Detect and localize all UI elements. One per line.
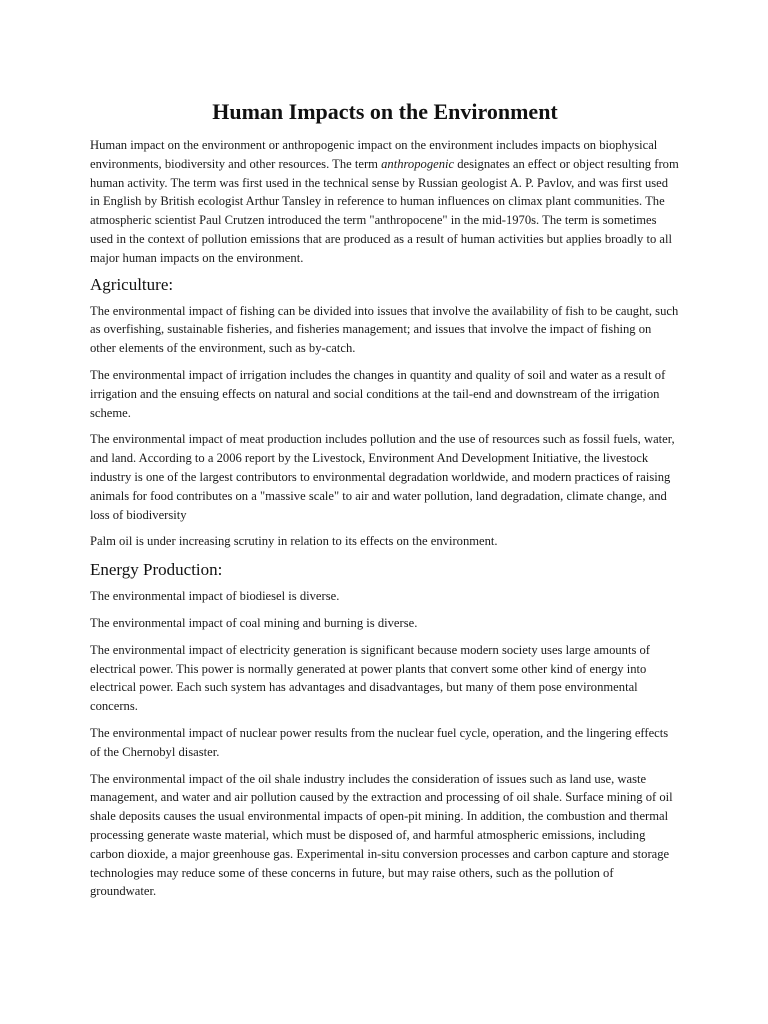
agriculture-fishing-paragraph: The environmental impact of fishing can be divided into issues that involve the availability of fish to be caught, such as overfishing, sustainable fisheries, and fisheries management; and issues that involve the impact of fishing on other elements of the environment, such as by-catch. — [90, 303, 679, 356]
intro-text-start: Human impact on the environment or anthropogenic impact on the environment includes impacts on biophysical environments, biodiversity and other resources. The term — [90, 138, 658, 171]
agriculture-palm-oil-paragraph: Palm oil is under increasing scrutiny in relation to its effects on the environment. — [90, 534, 498, 549]
energy-nuclear-paragraph: The environmental impact of nuclear power results from the nuclear fuel cycle, operation, and the lingering effects of the Chernobyl disaster. — [90, 725, 669, 759]
agriculture-irrigation-paragraph: The environmental impact of irrigation includes the changes in quantity and quality of soil and water as a result of irrigation and the ensuing effects on natural and social conditions at the tail-end and downstream of the irrigation scheme. — [90, 367, 666, 420]
energy-electricity-paragraph: The environmental impact of electricity generation is significant because modern society uses large amounts of electrical power. This power is normally generated at power plants that convert some other kind of energy into electrical power. Each such system has advantages and disadvantages, but many of them pose environmental concerns. — [90, 642, 651, 714]
intro-term: anthropogenic — [381, 156, 455, 171]
energy-coal-paragraph: The environmental impact of coal mining and burning is diverse. — [90, 615, 418, 630]
intro-paragraph — [90, 136, 680, 268]
energy-oil-shale-paragraph: The environmental impact of the oil shale industry includes the consideration of issues such as land use, waste management, and water and air pollution caused by the extraction and processing of oil shale. Surface mining of oil shale deposits causes the usual environmental impacts of open-pit mining. In addition, the combustion and thermal processing generate waste material, which must be disposed of, and harmful atmospheric emissions, including carbon dioxide, a major greenhouse gas. Experimental in-situ conversion processes and carbon capture and storage technologies may reduce some of these concerns in future, but may raise others, such as the pollution of groundwater. — [90, 771, 673, 899]
agriculture-heading: Agriculture: — [90, 274, 174, 294]
document-title: Human Impacts on the Environment — [212, 99, 558, 124]
energy-biodiesel-paragraph: The environmental impact of biodiesel is diverse. — [90, 589, 340, 604]
document-page — [90, 98, 680, 909]
intro-text-end: designates an effect or object resulting from human activity. The term was first used in the technical sense by Russian geologist A. P. Pavlov, and was first used in English by British ecologist Arthur Tansley in reference to human influences on climax plant communities. The atmospheric scientist Paul Crutzen introduced the term "anthropocene" in the mid-1970s. The term is sometimes used in the context of pollution emissions that are produced as a result of human activities but applies broadly to all major human impacts on the environment. — [90, 156, 679, 265]
agriculture-meat-paragraph: The environmental impact of meat production includes pollution and the use of resources such as fossil fuels, water, and land. According to a 2006 report by the Livestock, Environment And Development Initiative, the livestock industry is one of the largest contributors to environmental degradation worldwide, and modern practices of raising animals for food contributes on a "massive scale" to air and water pollution, land degradation, climate change, and loss of biodiversity — [90, 432, 675, 522]
energy-heading: Energy Production: — [90, 560, 223, 580]
